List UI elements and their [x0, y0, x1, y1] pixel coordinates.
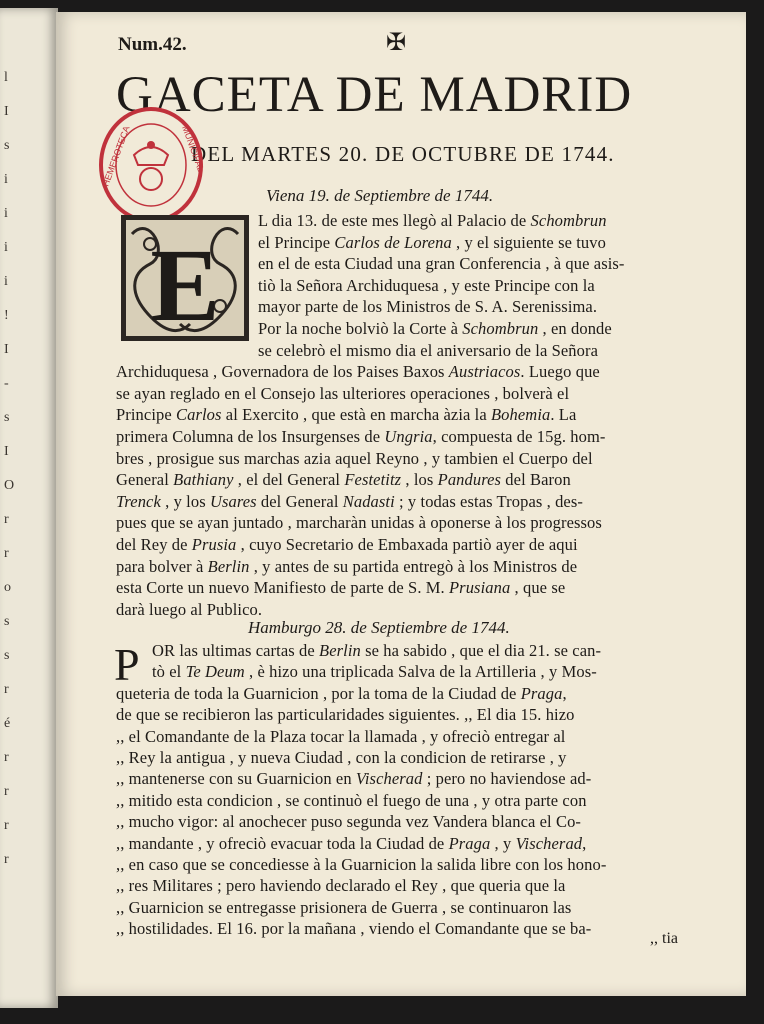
ornamental-initial-E — [120, 214, 250, 342]
margin-letter: O — [4, 478, 15, 493]
margin-letter: s — [4, 614, 10, 629]
text-line: Archiduquesa , Governadora de los Paises Baxos Austriacos. Luego que — [116, 362, 600, 382]
margin-letter: I — [4, 104, 9, 119]
text-line: ,, res Militares ; pero haviendo declarado el Rey , que queria que la — [116, 876, 566, 896]
margin-letter: r — [4, 818, 9, 833]
text-line: pues que se ayan juntado , marcharàn unidas à oponerse à los progressos — [116, 513, 602, 533]
text-line: del Rey de Prusia , cuyo Secretario de Embaxada partiò ayer de aqui — [116, 535, 578, 554]
margin-letter: o — [4, 580, 11, 595]
text-line: primera Columna de los Insurgenses de Ungria, compuesta de 15g. hom- — [116, 427, 606, 446]
margin-letter: i — [4, 206, 8, 221]
text-line: esta Corte un nuevo Manifiesto de parte de S. M. Prusiana , que se — [116, 578, 566, 598]
catchword: ,, tia — [650, 930, 678, 947]
text-line: Principe Carlos al Exercito , que està en marcha àzia la Bohemia. La — [116, 405, 577, 425]
margin-letter: ! — [4, 308, 9, 323]
text-line: tò el Te Deum , è hizo una triplicada Salva de la Artilleria , y Mos- — [152, 662, 597, 682]
margin-letter: é — [4, 716, 11, 731]
text-line: ,, en caso que se concediesse à la Guarnicion la salida libre con los hono- — [116, 855, 607, 874]
margin-letter: - — [4, 376, 9, 391]
svg-text:MUNICIPAL: MUNICIPAL — [180, 124, 206, 174]
text-line: Trenck , y los Usares del General Nadasti ; y todas estas Tropas , des- — [116, 491, 583, 511]
text-line: ,, Guarnicion se entregasse prisionera de Guerra , se continuaron las — [116, 897, 572, 917]
text-line: darà luego al Publico. — [116, 599, 263, 619]
margin-letter: r — [4, 546, 9, 561]
margin-letter: I — [4, 444, 9, 459]
text-line: OR las ultimas cartas de Berlin se ha sabido , que el dia 21. se can- — [152, 641, 602, 660]
issue-number: Num.42. — [118, 34, 187, 55]
text-line: de que se recibieron las particularidades siguientes. ,, El dia 15. hizo — [116, 705, 575, 725]
cross-ornament: ✠ — [386, 28, 407, 56]
text-line: bres , prosigue sus marchas azia aquel Reyno , y tambien el Cuerpo del — [116, 448, 593, 468]
text-line: tiò la Señora Archiduquesa , y este Principe con la — [258, 275, 595, 295]
margin-letter: r — [4, 512, 9, 527]
newspaper-title: GACETA DE MADRID — [116, 67, 633, 123]
dateline-vienna: Viena 19. de Septiembre de 1744. — [266, 186, 494, 205]
text-line: en el de esta Ciudad una gran Conferencia , à que asis- — [258, 254, 625, 274]
dropcap-letter: E — [150, 228, 220, 342]
margin-letter: r — [4, 784, 9, 799]
margin-letter: I — [4, 342, 9, 357]
margin-letter: r — [4, 682, 9, 697]
text-line: ,, Rey la antigua , y nueva Ciudad , con la condicion de retirarse , y — [116, 748, 567, 767]
text-line: para bolver à Berlin , y antes de su partida entregò à los Ministros de — [116, 556, 578, 576]
text-line: se ayan reglado en el Consejo las ulteriores operaciones , bolverà el — [116, 383, 570, 403]
text-line: General Bathiany , el del General Festetitz , los Pandures del Baron — [116, 470, 571, 490]
text-line: ,, el Comandante de la Plaza tocar la llamada , y ofreciò entregar al — [116, 726, 566, 746]
text-line: ,, mitido esta condicion , se continuò el fuego de una , y otra parte con — [116, 790, 587, 810]
dropcap-P: P — [114, 639, 140, 690]
text-line: L dia 13. de este mes llegò al Palacio de Schombrun — [258, 211, 607, 230]
margin-letter: s — [4, 138, 10, 153]
margin-letter: r — [4, 750, 9, 765]
text-line: mayor parte de los Ministros de S. A. Serenissima. — [258, 297, 598, 317]
text-line: el Principe Carlos de Lorena , y el siguiente se tuvo — [258, 232, 606, 252]
margin-letter: i — [4, 274, 8, 289]
newspaper-page — [56, 12, 746, 996]
text-line: queteria de toda la Guarnicion , por la toma de la Ciudad de Praga, — [116, 683, 567, 703]
dateline-hamburg: Hamburgo 28. de Septiembre de 1744. — [248, 618, 510, 637]
text-line: ,, mucho vigor: al anochecer puso segunda vez Vandera blanca el Co- — [116, 812, 582, 832]
text-line: Por la noche bolviò la Corte à Schombrun , en donde — [258, 319, 612, 338]
library-stamp-seal — [96, 105, 206, 225]
margin-letter: s — [4, 648, 10, 663]
margin-letter: i — [4, 240, 8, 255]
text-line: ,, hostilidades. El 16. por la mañana , viendo el Comandante que se ba- — [116, 919, 592, 939]
margin-letter: s — [4, 410, 10, 425]
text-line: se celebrò el mismo dia el aniversario de la Señora — [258, 340, 599, 360]
margin-letter: i — [4, 172, 8, 187]
svg-text:HEMEROTECA: HEMEROTECA — [100, 124, 132, 188]
margin-letter: l — [4, 70, 8, 85]
text-line: ,, mandante , y ofreciò evacuar toda la Ciudad de Praga , y Vischerad, — [116, 833, 587, 853]
issue-date: DEL MARTES 20. DE OCTUBRE DE 1744. — [191, 142, 615, 166]
margin-letter: r — [4, 852, 9, 867]
text-line: ,, mantenerse con su Guarnicion en Vischerad ; pero no haviendose ad- — [116, 769, 592, 789]
